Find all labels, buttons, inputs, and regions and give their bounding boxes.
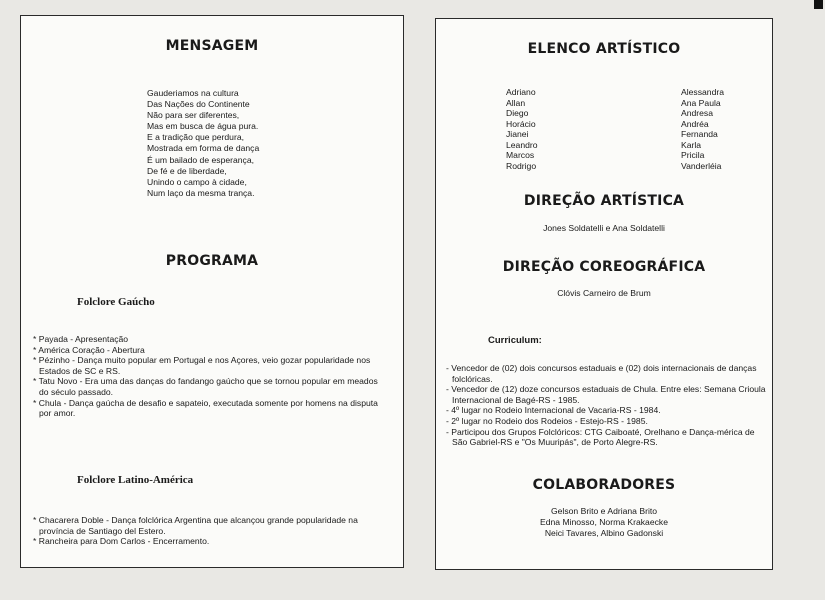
cast-name: Leandro bbox=[506, 139, 538, 150]
poem-line: É um bailado de esperança, bbox=[147, 154, 255, 165]
scan-edge-mark bbox=[814, 0, 823, 9]
folclore-gaucho-list bbox=[33, 334, 388, 419]
left-page bbox=[20, 15, 404, 568]
cast-name: Marcos bbox=[506, 150, 535, 160]
cast-name: Andréa bbox=[681, 118, 709, 129]
cast-name: Pricila bbox=[681, 150, 705, 160]
list-item: - Vencedor de (02) dois concursos estaduais e (02) dois internacionais de danças folclóricas. bbox=[446, 363, 766, 384]
curriculum-list bbox=[446, 363, 766, 448]
folclore-latino-title: Folclore Latino-América bbox=[77, 474, 194, 486]
poem-line: Não para ser diferentes, bbox=[147, 110, 240, 121]
direcao-artistica-names: Jones Soldatelli e Ana Soldatelli bbox=[543, 223, 665, 233]
cast-name: Horácio bbox=[506, 118, 536, 129]
poem bbox=[147, 88, 259, 199]
list-item: * Rancheira para Dom Carlos - Encerramento. bbox=[33, 536, 388, 547]
poem-line: Mostrada em forma de dança bbox=[147, 143, 260, 154]
cast-name: Adriano bbox=[506, 87, 536, 97]
folclore-gaucho-title: Folclore Gaúcho bbox=[77, 296, 155, 308]
programa-title: PROGRAMA bbox=[165, 253, 259, 269]
poem-line: E a tradição que perdura, bbox=[147, 132, 244, 143]
cast-name: Jianei bbox=[506, 129, 529, 139]
direcao-artistica-title: DIREÇÃO ARTÍSTICA bbox=[523, 193, 685, 209]
elenco-male-list bbox=[506, 87, 538, 171]
poem-line: Unindo o campo à cidade, bbox=[147, 176, 247, 187]
collaborator-line: Edna Minosso, Norma Krakaecke bbox=[539, 517, 668, 528]
poem-line: Mas em busca de água pura. bbox=[147, 121, 259, 132]
right-page bbox=[435, 18, 773, 570]
poem-line: De fé e de liberdade, bbox=[147, 165, 227, 176]
list-item: - Participou dos Grupos Folclóricos: CTG Caiboaté, Orelhano e Dança-mérica de São Gabriel-RS e "Os Muuripás", de Porto Alegre-RS. bbox=[446, 427, 766, 448]
cast-name: Allan bbox=[506, 97, 526, 108]
collaborator-line: Gelson Brito e Adriana Brito bbox=[550, 506, 658, 516]
cast-name: Andresa bbox=[681, 108, 714, 118]
cast-name: Karla bbox=[681, 139, 702, 150]
folclore-latino-list bbox=[33, 515, 388, 547]
list-item: * América Coração - Abertura bbox=[33, 345, 388, 356]
list-item: - 2º lugar no Rodeio dos Rodeios - Estejo-RS - 1985. bbox=[446, 416, 766, 427]
mensagem-title: MENSAGEM bbox=[165, 38, 259, 54]
colaboradores-list bbox=[436, 506, 772, 540]
cast-name: Alessandra bbox=[681, 87, 724, 97]
elenco-female-list bbox=[681, 87, 724, 171]
colaboradores-title: COLABORADORES bbox=[532, 477, 676, 493]
cast-name: Rodrigo bbox=[506, 160, 537, 171]
list-item: * Payada - Apresentação bbox=[33, 334, 388, 345]
poem-line: Das Nações do Continente bbox=[147, 99, 250, 110]
direcao-coreografica-title: DIREÇÃO COREOGRÁFICA bbox=[502, 259, 706, 275]
collaborator-line: Neici Tavares, Albino Gadonski bbox=[544, 528, 664, 539]
list-item: * Chacarera Doble - Dança folclórica Argentina que alcançou grande popularidade na província de Santiago del Estero. bbox=[33, 515, 388, 536]
cast-name: Diego bbox=[506, 108, 529, 118]
poem-line: Num laço da mesma trança. bbox=[147, 187, 255, 198]
cast-name: Fernanda bbox=[681, 129, 718, 139]
elenco-title: ELENCO ARTÍSTICO bbox=[527, 41, 681, 57]
poem-line: Gauderiamos na cultura bbox=[147, 88, 239, 98]
cast-name: Vanderléia bbox=[681, 160, 722, 171]
list-item: * Tatu Novo - Era uma das danças do fandango gaúcho que se tornou popular em meados do século passado. bbox=[33, 376, 388, 397]
cast-name: Ana Paula bbox=[681, 97, 721, 108]
curriculum-title: Curriculum: bbox=[488, 335, 542, 346]
list-item: - Vencedor de (12) doze concursos estaduais de Chula. Entre eles: Semana Crioula Internacional de Bagé-RS - 1985. bbox=[446, 384, 766, 405]
list-item: - 4º lugar no Rodeio Internacional de Vacaria-RS - 1984. bbox=[446, 405, 766, 416]
list-item: * Chula - Dança gaúcha de desafio e sapateio, executada somente por homens na disputa por amor. bbox=[33, 398, 388, 419]
direcao-coreografica-names: Clóvis Carneiro de Brum bbox=[557, 288, 651, 298]
list-item: * Pézinho - Dança muito popular em Portugal e nos Açores, veio gozar popularidade nos Estados de SC e RS. bbox=[33, 355, 388, 376]
